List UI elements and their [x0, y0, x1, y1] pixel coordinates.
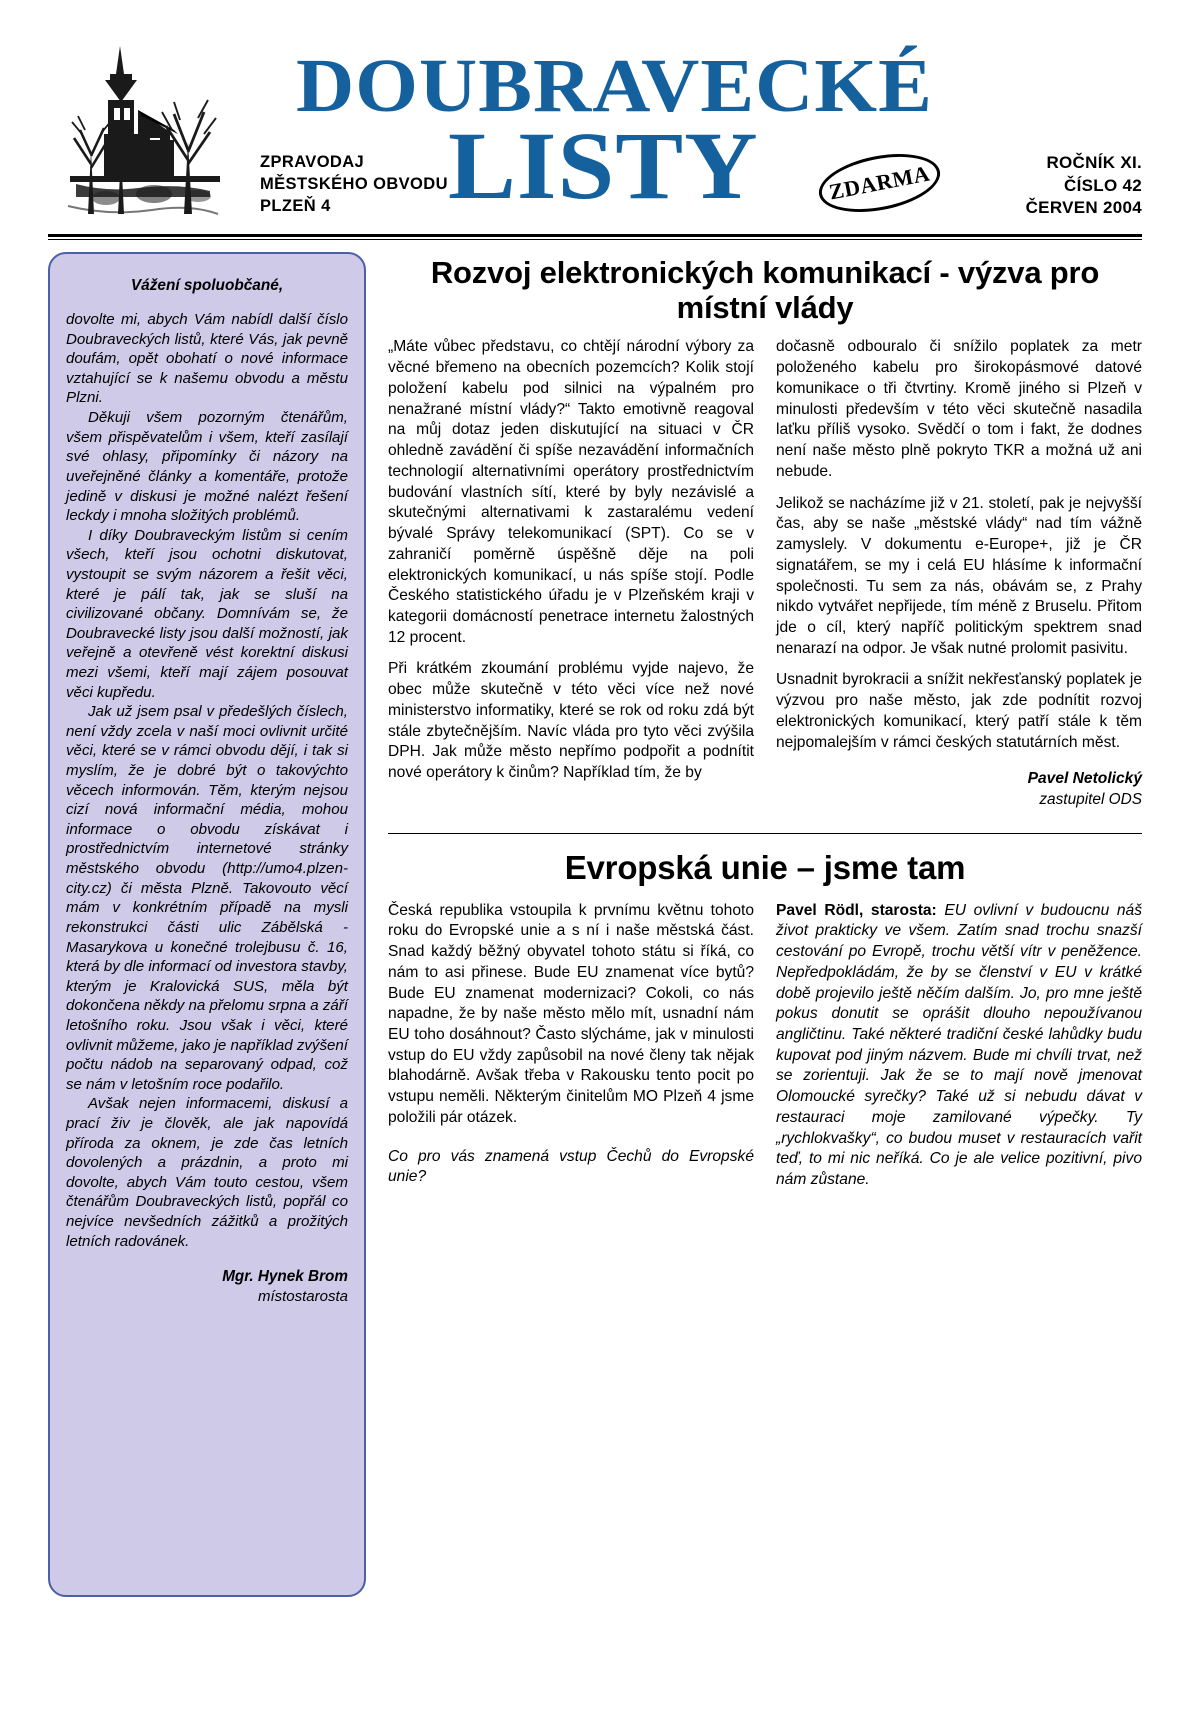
issue-date: ČERVEN 2004 — [1025, 198, 1142, 218]
article-paragraph: Usnadnit byrokracii a snížit nekřesťanský poplatek je výzvou pro naše město, jak zde podnítit rozvoj elektronických komunikací, který patří stále k těm nejpomalejším v rámci českých statutárních měst. — [776, 671, 1142, 751]
issue-number: ČÍSLO 42 — [1064, 175, 1142, 195]
church-emblem-icon — [58, 34, 228, 216]
editorial-paragraph: Děkuji všem pozorným čtenářům, všem přispěvatelům i všem, kteří zasílají své ohlasy, připomínky či názory na uveřejněné články a komentáře, protože jedině v diskusi je možné nalézt řešení leckdy i mnoha složitých problémů. — [66, 409, 348, 525]
article-paragraph — [776, 901, 1142, 1191]
newspaper-page — [0, 28, 1190, 1712]
masthead-subtitle — [260, 152, 448, 218]
article-two-answer-text: EU ovlivní v budoucnu náš život prakticky ve všem. Zatím snad trochu snazší cestování po Evropě, trochu větší vítr v peněžence. Nepředpokládám, že by se členství v EU v krátké době projevilo ještě něčím dalším. Jo, pro mne ještě pokus donutit se oprášit dlouho nepoužívanou angličtinu. Také některé tradiční české lahůdky budu kupovat pod jiným názvem. Bude mi chvíli trvat, než se zorientuji. Jak že se to mají nově jmenovat Olomoucké syrečky? Také už si nebudu dávat v restauraci moje zamilované výpečky. Ty „rychlokvašky“, co budou muset v restauracích vařit teď, to mi nic neříká. Co je ale velice pozitivní, pivo nám zůstane. — [776, 901, 1142, 1189]
main-articles — [366, 252, 1142, 1597]
masthead — [48, 28, 1142, 224]
editorial-signature-name: Mgr. Hynek Brom — [222, 1268, 348, 1286]
article-evropska-unie — [388, 850, 1142, 1191]
subtitle-line-2: MĚSTSKÉHO OBVODU — [260, 174, 448, 193]
wordmark-line2: LISTY — [448, 112, 759, 219]
article-two-columns — [388, 901, 1142, 1191]
article-two-left-column — [388, 901, 754, 1191]
article-two-question: Co pro vás znamená vstup Čechů do Evropské unie? — [388, 1147, 754, 1186]
issue-info — [1026, 152, 1142, 220]
editorial-box — [48, 252, 366, 1597]
article-one-signature — [776, 769, 1142, 810]
wordmark-line1: DOUBRAVECKÉ — [296, 44, 933, 128]
editorial-paragraph: dovolte mi, abych Vám nabídl další číslo Doubraveckých listů, které Vás, jak pevně doufám, opět obohatí o nové informace vztahující se k našemu obvodu a městu Plzni. — [66, 311, 348, 407]
article-paragraph: „Máte vůbec představu, co chtějí národní výbory za věcné břemeno na obecních pozemcích? Kolik stojí položení kabelu pod silnici na výpalném pro nenažrané místní vlády?“ Takto emotivně reagoval na můj dotaz jeden diskutující na situaci v ČR ohledně zavádění či spíše nezavádění informačních technologií alternativními operátory prostřednictvím budování vlastních sítí, které by byly nezávislé a skutečnými alternativami k zastaralému vedení bývalé Správy telekomunikací (SPT). Co se v zahraničí poměrně úspěšně děje na poli elektronických komunikací, u nás spíše stojí. Podle Českého statistického úřadu je v Plzeňském kraji v kategorii domácností penetrace internetu žalostných 12 procent. — [388, 338, 754, 646]
article-divider — [388, 833, 1142, 834]
article-two-speaker-label: Pavel Rödl, starosta: — [776, 901, 937, 919]
editorial-paragraph: Jak už jsem psal v předešlých číslech, není vždy zcela v naší moci ovlivnit určité věci, které se v rámci obvodu dějí, i tak si myslím, že je dobré být o takovýchto věcech informován. Těm, kterým nejsou cizí nová informační média, mohou informace o obvodu získávat i prostřednictvím internetové stránky městského obvodu (http://umo4.plzen-city.cz) či města Plzně. Takovouto věcí mám v konkrétním případě na mysli rekonstrukci části ulic Zábělská - Masarykova u konečné trolejbusu č. 16, která by dle informací od investora stavby, kterým je Kralovická SUS, měla být dokončena někdy na přelomu srpna a září letošního roku. Jsou však i věci, které ovlivnit můžeme, jako je například zvýšení počtu nádob na separovaný odpad, což se nám v letošním roce podařilo. — [66, 703, 348, 1093]
badge-label: ZDARMA — [826, 160, 932, 205]
subtitle-line-1: ZPRAVODAJ — [260, 153, 365, 171]
editorial-signature-role: místostarosta — [257, 1288, 348, 1306]
article-one-author-role: zastupitel ODS — [1039, 791, 1142, 809]
editorial-paragraph: I díky Doubraveckým listům si cením všech, kteří jsou ochotni diskutovat, vystoupit se svým názorem a řešit věci, které je pálí tak, jak se sluší na civilizované občany. Domnívám se, že Doubravecké listy jsou další možností, jak veřejně a otevřeně vést korektní diskusi mezi všemi, kteří mají zájem posouvat věci kupředu. — [66, 526, 348, 701]
masthead-title-block — [243, 28, 1142, 224]
article-paragraph: Česká republika vstoupila k prvnímu květnu tohoto roku do Evropské unie a s ní i naše městská část. Snad každý běžný obyvatel tohoto státu si říká, co nám to asi přinese. Bude EU znamenat více bytů? Bude EU znamenat modernizaci? Cokoli, co nás napadne, že by naše město mělo mít, usnadní nám EU toho dosáhnout? Často slýcháme, jak v minulosti vstup do EU vždy zapůsobil na nové členy tak nějak blahodárně. Avšak třeba v Rakousku tento pocit po vstupu neměli. Některým činitelům MO Plzeň 4 jsme položili pár otázek. — [388, 901, 754, 1126]
masthead-rule-thick — [48, 234, 1142, 237]
article-paragraph: Při krátkém zkoumání problému vyjde najevo, že obec může skutečně v této věci více než nové ministerstvo informatiky, které se rok od roku zdá být stále zbytečnějším. Navíc vláda pro tyto věci zvýšila DPH. Jak může město nepřímo podpořit a podnítit nové operátory k činům? Například tím, že by — [388, 660, 754, 782]
masthead-rule-thin — [48, 239, 1142, 240]
article-paragraph: dočasně odbouralo či snížilo poplatek za metr položeného kabelu pro širokopásmové datové komunikace o tři čtvrtiny. Kromě jiného si Plzeň v minulosti především v této věci skutečně nasadila laťku příliš vysoko. Svědčí o tom i fakt, že dodnes není naše město plně pokryto TKR a možná už ani nebude. — [776, 338, 1142, 480]
article-one-author-name: Pavel Netolický — [1027, 770, 1142, 788]
zdarma-badge — [814, 145, 945, 221]
subtitle-line-3: PLZEŇ 4 — [260, 196, 331, 215]
article-two-headline: Evropská unie – jsme tam — [564, 848, 966, 886]
editorial-paragraph: Avšak nejen informacemi, diskusí a prací živ je člověk, ale jak napovídá příroda za oknem, je zde čas letních dovolených a prázdnin, a proto mi dovolte, abych Vám touto cestou, všem čtenářům Doubraveckých listů, popřál co nejvíce nevšedních zážitků a prožitých letních radovánek. — [66, 1095, 348, 1250]
article-two-right-column — [776, 901, 1142, 1191]
issue-volume: ROČNÍK XI. — [1046, 153, 1142, 172]
article-one-columns — [388, 337, 1142, 810]
article-one-right-column — [776, 337, 1142, 810]
editorial-greeting: Vážení spoluobčané, — [130, 277, 284, 294]
page-content — [48, 252, 1142, 1597]
article-elektronicke-komunikace — [388, 256, 1142, 811]
article-paragraph: Jelikož se nacházíme již v 21. století, pak je nejvyšší čas, aby se naše „městské vlády“ nad tím vážně zamyslely. V dokumentu e-Europe+, již je ČR signatářem, se my i celá EU hlásíme k informační společnosti. Tu sem za nás, obávám se, z Prahy nikdo vytvářet nepřijede, tím méně z Bruselu. Přitom jde o cíl, který napříč politickým spektrem snad nenarazí na odpor. Je však nutné prolomit pasivitu. — [776, 494, 1142, 657]
article-one-headline: Rozvoj elektronických komunikací - výzva pro místní vlády — [430, 255, 1100, 325]
article-one-left-column — [388, 337, 754, 810]
